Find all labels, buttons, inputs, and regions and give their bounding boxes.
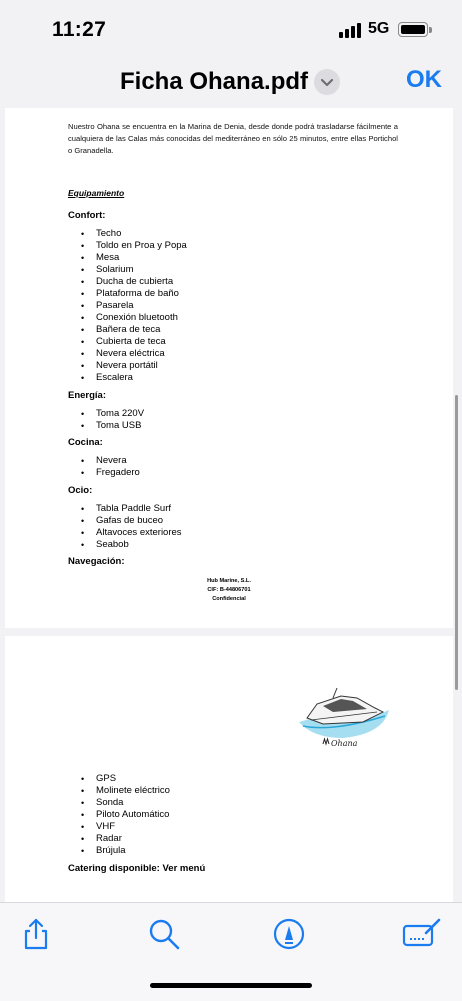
- list-item: • Mesa: [68, 252, 187, 264]
- list-item: • Solarium: [68, 264, 187, 276]
- list-item: • Cubierta de teca: [68, 336, 187, 348]
- list-item: • Escalera: [68, 372, 187, 384]
- clock: 11:27: [52, 18, 107, 41]
- signal-icon: [339, 22, 361, 38]
- list-item: • Toldo en Proa y Popa: [68, 240, 187, 252]
- list-item: • Nevera: [68, 455, 140, 467]
- list-item: • Plataforma de baño: [68, 288, 187, 300]
- list-item: • Toma USB: [68, 420, 144, 432]
- list-item: • GPS: [68, 773, 170, 785]
- document-title[interactable]: Ficha Ohana.pdf: [120, 68, 309, 95]
- ocio-heading: Ocio:: [68, 485, 93, 496]
- footer-note: Confidencial: [212, 596, 246, 602]
- status-bar: [0, 0, 462, 60]
- list-item: • VHF: [68, 821, 170, 833]
- list-item: • Seabob: [68, 539, 182, 551]
- list-item: • Fregadero: [68, 467, 140, 479]
- done-button[interactable]: OK: [406, 66, 442, 93]
- list-item: • Molinete eléctrico: [68, 785, 170, 797]
- list-item: • Altavoces exteriores: [68, 527, 182, 539]
- list-item: • Sonda: [68, 797, 170, 809]
- navegacion-heading: Navegación:: [68, 556, 125, 567]
- signature-icon[interactable]: [402, 917, 442, 951]
- list-item: • Ducha de cubierta: [68, 276, 187, 288]
- logo-mark: [323, 739, 329, 744]
- list-item: • Radar: [68, 833, 170, 845]
- cocina-list: [68, 455, 140, 479]
- list-item: • Nevera portátil: [68, 360, 187, 372]
- energia-heading: Energía:: [68, 390, 107, 401]
- ocio-list: [68, 503, 182, 551]
- list-item: • Techo: [68, 228, 187, 240]
- markup-icon[interactable]: [272, 917, 306, 951]
- confort-list: [68, 228, 187, 384]
- pdf-page-1: [5, 108, 453, 628]
- equipment-heading: Equipamiento: [68, 188, 125, 198]
- list-item: • Toma 220V: [68, 408, 144, 420]
- list-item: • Brújula: [68, 845, 170, 857]
- list-item: • Gafas de buceo: [68, 515, 182, 527]
- footer-company: Hub Marine, S.L.: [207, 578, 251, 584]
- list-item: • Bañera de teca: [68, 324, 187, 336]
- catering-line: Catering disponible: Ver menú: [68, 863, 206, 874]
- pdf-page-2: [5, 636, 453, 902]
- list-item: • Piloto Automático: [68, 809, 170, 821]
- network-type: 5G: [368, 20, 390, 37]
- title-menu-button[interactable]: [314, 69, 340, 95]
- navigation-bar: [0, 60, 462, 108]
- energia-list: [68, 408, 144, 432]
- chevron-down-icon: [314, 69, 340, 95]
- navegacion-list: [68, 773, 170, 857]
- ohana-boat-logo: [293, 682, 393, 752]
- intro-paragraph: Nuestro Ohana se encuentra en la Marina de Denia, desde donde podrá trasladarse fácilmente a cualquiera de las Calas más conocidas del mediterráneo en sólo 25 minutos, entre ellas Portichol o Granadella.: [68, 122, 398, 155]
- footer-cif: CIF: B-44806701: [207, 587, 251, 593]
- logo-text: Ohana: [331, 739, 358, 748]
- confort-heading: Confort:: [68, 210, 106, 221]
- list-item: • Nevera eléctrica: [68, 348, 187, 360]
- share-icon[interactable]: [19, 917, 53, 951]
- list-item: • Conexión bluetooth: [68, 312, 187, 324]
- list-item: • Tabla Paddle Surf: [68, 503, 182, 515]
- scroll-indicator[interactable]: [455, 395, 458, 690]
- battery-icon: [398, 22, 428, 37]
- search-icon[interactable]: [147, 917, 181, 951]
- list-item: • Pasarela: [68, 300, 187, 312]
- home-indicator[interactable]: [150, 983, 312, 988]
- cocina-heading: Cocina:: [68, 437, 103, 448]
